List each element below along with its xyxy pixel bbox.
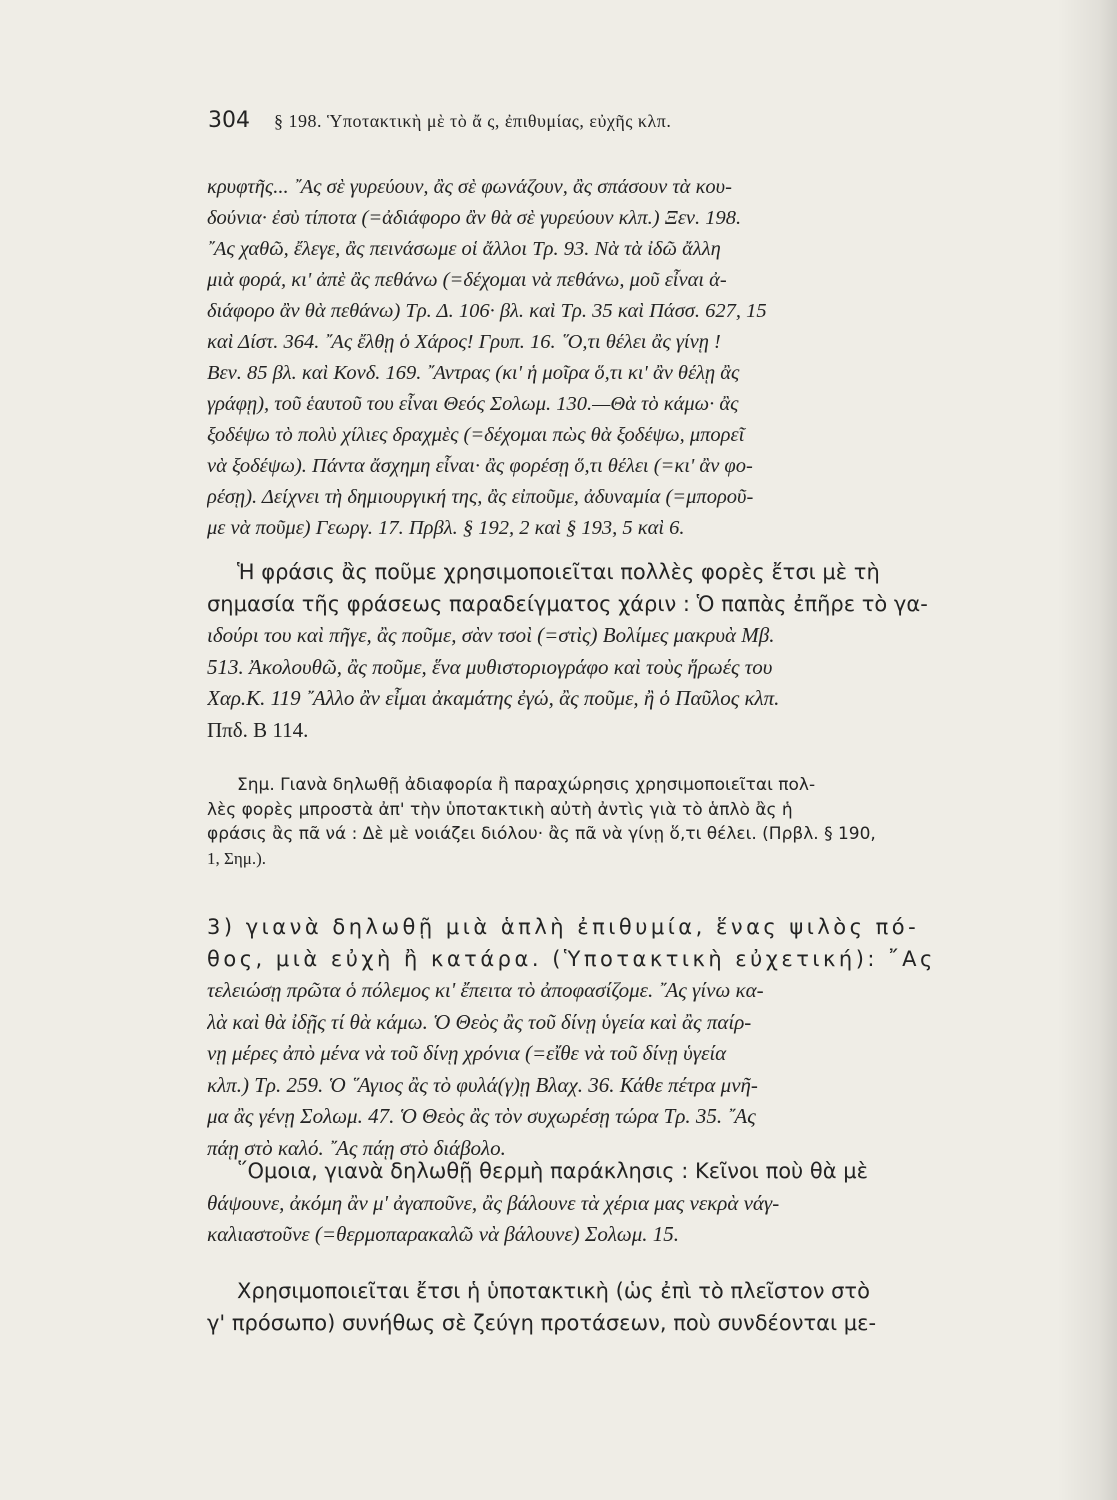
text-line: θος, μιὰ εὐχὴ ἢ κατάρα. (Ὑποτακτικὴ εὐχετική): ῎Ας [207, 946, 936, 971]
text-line: Ππδ. Β 114. [207, 717, 309, 742]
text-line: καλιαστοῦνε (=θερμοπαρακαλῶ νὰ βάλουνε) Σολωμ. 15. [207, 1222, 680, 1246]
text-line: σημασία τῆς φράσεως παραδείγματος χάριν : Ὁ παπὰς ἐπῆρε τὸ γα- [207, 591, 928, 616]
note-line: φράσις ἂς πᾶ νά : Δὲ μὲ νοιάζει διόλου· ἂς πᾶ νὰ γίνῃ ὅ,τι θέλει. (Πρβλ. § 190, [207, 824, 876, 844]
text-line: θάψουνε, ἀκόμη ἂν μ' ἀγαποῦνε, ἂς βάλουνε τὰ χέρια μας νεκρὰ νάγ- [207, 1190, 780, 1215]
running-head: § 198. Ὑποτακτικὴ μὲ τὸ ἄ ς, ἐπιθυμίας, εὐχῆς κλπ. [274, 111, 672, 131]
text-line: ῞Ομοια, γιανὰ δηλωθῇ θερμὴ παράκλησις : Κεῖνοι ποὺ θὰ μὲ [237, 1159, 868, 1183]
text-line: καὶ Δίστ. 364. ῎Ας ἔλθῃ ὁ Χάρος! Γρυπ. 16. ῞Ο,τι θέλει ἂς γίνῃ ! [207, 331, 721, 353]
text-line: νῃ μέρες ἀπὸ μένα νὰ τοῦ δίνῃ χρόνια (=εἴθε νὰ τοῦ δίνῃ ὑγεία [207, 1041, 727, 1065]
text-line: κρυφτῆς... ῎Ας σὲ γυρεύουν, ἂς σὲ φωνάζουν, ἂς σπάσουν τὰ κου- [207, 176, 732, 198]
note-line: 1, Σημ.). [207, 848, 267, 868]
text-line: μιὰ φορά, κι' ἀπὲ ἂς πεθάνω (=δέχομαι νὰ πεθάνω, μοῦ εἶναι ἀ- [207, 269, 727, 291]
note-line: λὲς φορὲς μπροστὰ ἀπ' τὴν ὑποτακτικὴ αὐτὴ ἀντὶς γιὰ τὸ ἁπλὸ ἂς ἡ [207, 799, 793, 820]
note-line: Σημ. Γιανὰ δηλωθῇ ἀδιαφορία ἢ παραχώρησις χρησιμοποιεῖται πολ- [237, 775, 816, 795]
text-line: πάῃ στὸ καλό. ῎Ας πάῃ στὸ διάβολο. [207, 1135, 506, 1160]
text-line: διάφορο ἂν θὰ πεθάνω) Τρ. Δ. 106· βλ. καὶ Τρ. 35 καὶ Πάσσ. 627, 15 [207, 300, 767, 322]
text-line: κλπ.) Τρ. 259. Ὁ ῞Αγιος ἂς τὸ φυλά(γ)ῃ Βλαχ. 36. Κάθε πέτρα μνῆ- [207, 1072, 758, 1097]
paragraph-usage [207, 1276, 991, 1339]
text-line: Βεν. 85 βλ. καὶ Κονδ. 169. ῎Αντρας (κι' ἡ μοῖρα ὅ,τι κι' ἂν θέλῃ ἂς [207, 362, 740, 384]
text-line: τελειώσῃ πρῶτα ὁ πόλεμος κι' ἔπειτα τὸ ἀποφασίζομε. ῎Ας γίνω κα- [207, 978, 764, 1002]
page-header [208, 108, 928, 138]
paragraph-examples [207, 172, 991, 544]
text-line: ξοδέψω τὸ πολὺ χίλιες δραχμὲς (=δέχομαι πὼς θὰ ξοδέψω, μπορεῖ [207, 424, 745, 446]
text-line: δούνια· ἐσὺ τίποτα (=ἀδιάφορο ἂν θὰ σὲ γυρεύουν κλπ.) Ξεν. 198. [207, 207, 742, 229]
text-line: Ἡ φράσις ἂς ποῦμε χρησιμοποιεῖται πολλὲς φορὲς ἔτσι μὲ τὴ [237, 560, 880, 584]
page-number: 304 [208, 108, 250, 133]
text-line: μα ἂς γένῃ Σολωμ. 47. Ὁ Θεὸς ἂς τὸν συχωρέσῃ τώρα Τρ. 35. ῎Ας [207, 1104, 756, 1128]
text-line: λὰ καὶ θὰ ἰδῇς τί θὰ κάμω. Ὁ Θεὸς ἂς τοῦ δίνῃ ὑγεία καὶ ἂς παίρ- [207, 1009, 752, 1034]
text-line: Χαρ.Κ. 119 ῎Αλλο ἂν εἶμαι ἀκαμάτης ἐγώ, ἂς ποῦμε, ἢ ὁ Παῦλος κλπ. [207, 686, 780, 710]
text-line: ρέσῃ). Δείχνει τὴ δημιουργική της, ἂς εἰποῦμε, ἀδυναμία (=μποροῦ- [207, 486, 754, 508]
text-line: νὰ ξοδέψω). Πάντα ἄσχημη εἶναι· ἂς φορέσῃ ὅ,τι θέλει (=κι' ἂν φο- [207, 455, 753, 477]
paragraph-plea [207, 1156, 991, 1251]
text-line: ιδούρι του καὶ πῆγε, ἂς ποῦμε, σὰν τσοὶ (=στὶς) Βολίμες μακρυὰ Μβ. [207, 623, 775, 647]
page-edge-shadow [1057, 0, 1117, 1500]
text-line: γράφῃ), τοῦ ἑαυτοῦ του εἶναι Θεός Σολωμ. 130.—Θὰ τὸ κάμω· ἂς [207, 393, 739, 415]
text-line: ῎Ας χαθῶ, ἔλεγε, ἂς πεινάσωμε οἱ ἄλλοι Τρ. 93. Νὰ τὰ ἰδῶ ἄλλη [207, 238, 721, 260]
note-block [207, 773, 987, 871]
paragraph-as-poume [207, 557, 991, 746]
text-line: 3) γιανὰ δηλωθῇ μιὰ ἁπλὴ ἐπιθυμία, ἕνας ψιλὸς πό- [207, 915, 920, 939]
text-line: με νὰ ποῦμε) Γεωργ. 17. Πρβλ. § 192, 2 καὶ § 193, 5 καὶ 6. [207, 517, 685, 539]
text-line: γ' πρόσωπο) συνήθως σὲ ζεύγη προτάσεων, ποὺ συνδέονται με- [207, 1310, 877, 1335]
text-line: Χρησιμοποιεῖται ἔτσι ἡ ὑποτακτικὴ (ὡς ἐπὶ τὸ πλεῖστον στὸ [237, 1279, 870, 1303]
text-line: 513. Ἀκολουθῶ, ἂς ποῦμε, ἕνα μυθιστοριογράφο καὶ τοὺς ἥρωές του [207, 654, 773, 679]
section-3-wish [207, 912, 991, 1164]
